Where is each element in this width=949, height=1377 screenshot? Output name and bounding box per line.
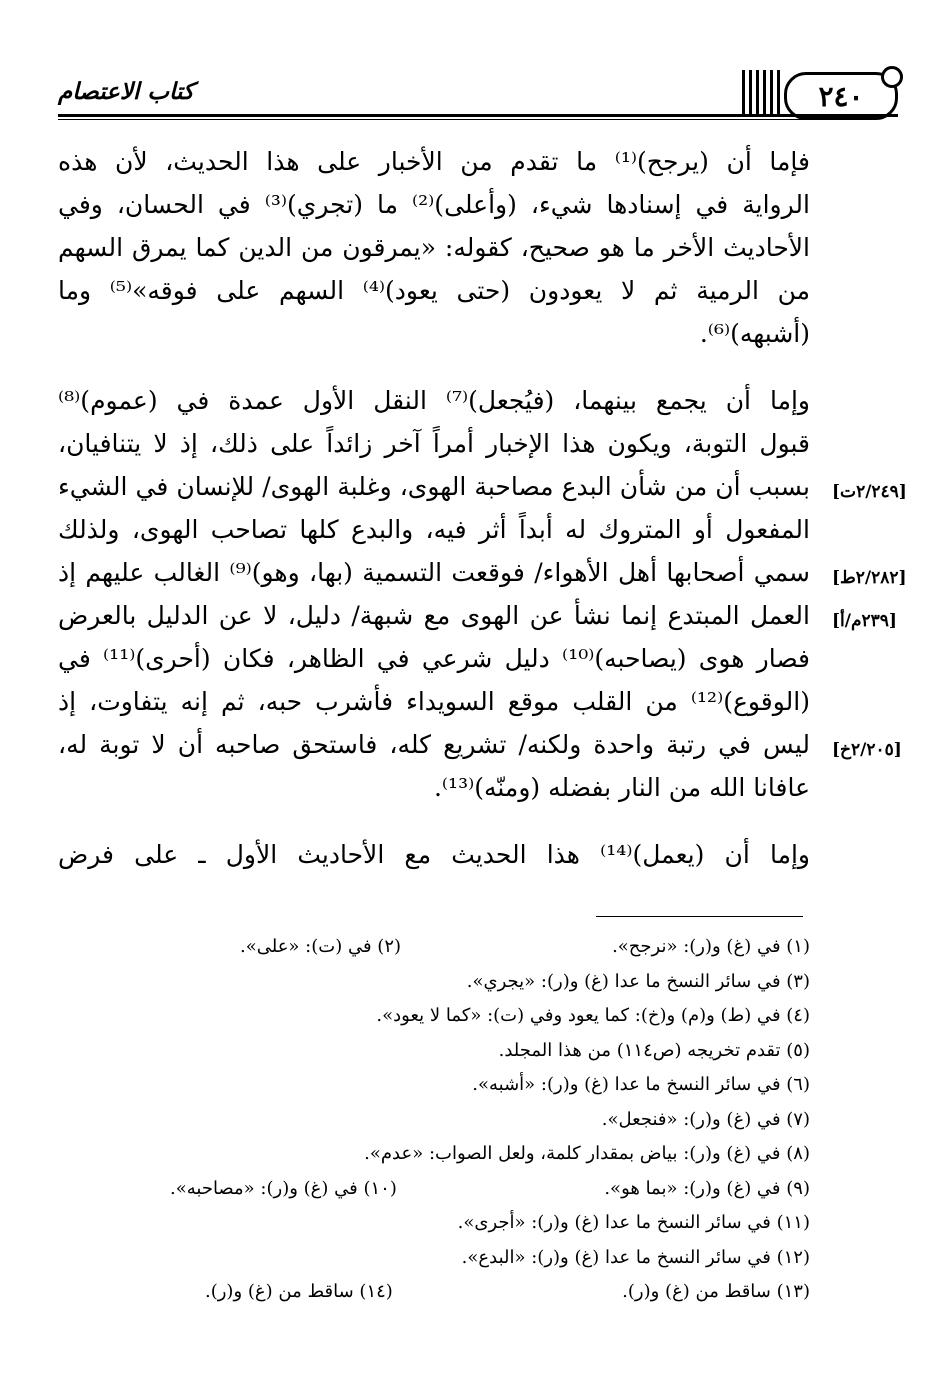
text-line: فصار هوى (يصاحبه)⁽¹⁰⁾ دليل شرعي في الظاهر، فكان (أحرى)⁽¹¹⁾ في [58, 644, 810, 673]
footnote-line [120, 1172, 810, 1207]
footnote: (٨) في (غ) و(ر): بياض بمقدار كلمة، ولعل الصواب: «عدم». [364, 1143, 810, 1164]
ornament-ring-icon [881, 66, 903, 88]
footnote-line [120, 1206, 810, 1241]
text-line: الأحاديث الأخر ما هو صحيح، كقوله: «يمرقون من الدين كما يمرق السهم [58, 233, 810, 262]
footnote: (٣) في سائر النسخ ما عدا (غ) و(ر): «يجري». [466, 970, 810, 992]
text-line: العمل المبتدع إنما نشأ عن الهوى مع شبهة/ دليل، لا عن الدليل بالعرض [58, 601, 810, 630]
footnote-line [120, 1034, 810, 1069]
text-line: (أشبهه)⁽⁶⁾. [699, 319, 810, 348]
footnote-line [120, 1275, 810, 1310]
footnote: (١٤) ساقط من (غ) و(ر). [205, 1281, 393, 1302]
footnotes [120, 930, 810, 1310]
margin-reference: [٢/٢٤٩ت] [832, 482, 907, 502]
margin-reference: [٢/٢٨٢ط] [832, 568, 907, 588]
footnote-line [120, 1137, 810, 1172]
footnote: (٢) في (ت): «على». [240, 936, 402, 957]
footnote-line [120, 999, 810, 1034]
text-line: المفعول أو المتروك له أبداً أثر فيه، والبدع كلها تصاحب الهوى، ولذلك [58, 515, 810, 544]
text-line: فإما أن (يرجح)⁽¹⁾ ما تقدم من الأخبار على هذا الحديث، لأن هذه [58, 147, 810, 176]
margin-reference: [٢٣٩م/أ] [832, 611, 897, 631]
page-number-badge [784, 72, 898, 120]
header-rule [58, 114, 898, 117]
text-line: (الوقوع)⁽¹²⁾ من القلب موقع السويداء فأشرب حبه، ثم إنه يتفاوت، إذ [58, 687, 810, 716]
footnote-line [120, 1068, 810, 1103]
footnote-line [120, 1103, 810, 1138]
text-line: وإما أن يجمع بينهما، (فيُجعل)⁽⁷⁾ النقل الأول عمدة في (عموم)⁽⁸⁾ [58, 386, 810, 415]
footnote-line [120, 965, 810, 1000]
page-header [58, 62, 868, 120]
text-line: وإما أن (يعمل)⁽¹⁴⁾ هذا الحديث مع الأحاديث الأول ـ على فرض [58, 840, 810, 869]
footnote: (١٢) في سائر النسخ ما عدا (غ) و(ر): «البدع». [461, 1246, 810, 1268]
footnote: (٥) تقدم تخريجه (ص١١٤) من هذا المجلد. [498, 1039, 810, 1061]
footnote-line [120, 1241, 810, 1276]
footnote-line [120, 930, 810, 965]
text-line: عافانا الله من النار بفضله (ومنّه)⁽¹³⁾. [433, 773, 810, 802]
footnote: (١٠) في (غ) و(ر): «مصاحبه». [170, 1177, 397, 1199]
footnote: (٦) في سائر النسخ ما عدا (غ) و(ر): «أشبه». [472, 1074, 810, 1095]
footnote: (٩) في (غ) و(ر): «بما هو». [604, 1177, 810, 1199]
page-number: ٢٤٠ [818, 79, 864, 113]
footnote: (٤) في (ط) و(م) و(خ): كما يعود وفي (ت): «كما لا يعود». [376, 1005, 810, 1026]
footnote: (٧) في (غ) و(ر): «فنجعل». [601, 1108, 810, 1130]
footnote: (١٣) ساقط من (غ) و(ر). [622, 1281, 810, 1302]
text-line: سمي أصحابها أهل الأهواء/ فوقعت التسمية (بها، وهو)⁽⁹⁾ الغالب عليهم إذ [58, 558, 810, 587]
footnote-rule [596, 916, 803, 917]
book-title: كتاب الاعتصام [58, 78, 194, 105]
footnote: (١١) في سائر النسخ ما عدا (غ) و(ر): «أجرى». [457, 1212, 810, 1233]
text-line: الرواية في إسنادها شيء، (وأعلى)⁽²⁾ ما (تجري)⁽³⁾ في الحسان، وفي [58, 190, 810, 219]
text-line: قبول التوبة، ويكون هذا الإخبار أمراً آخر زائداً على ذلك، إذ لا يتنافيان، [58, 429, 810, 458]
margin-reference: [٢/٢٠٥خ] [832, 740, 902, 760]
text-line: بسبب أن من شأن البدع مصاحبة الهوى، وغلبة الهوى/ للإنسان في الشيء [58, 472, 810, 501]
ornament-hatch-icon [742, 70, 784, 114]
text-line: من الرمية ثم لا يعودون (حتى يعود)⁽⁴⁾ السهم على فوقه»⁽⁵⁾ وما [58, 276, 810, 305]
footnote: (١) في (غ) و(ر): «نرجح». [612, 936, 810, 957]
header-rule-thin [58, 119, 868, 120]
text-line: ليس في رتبة واحدة ولكنه/ تشريع كله، فاستحق صاحبه أن لا توبة له، [58, 730, 810, 759]
main-text [58, 140, 810, 876]
